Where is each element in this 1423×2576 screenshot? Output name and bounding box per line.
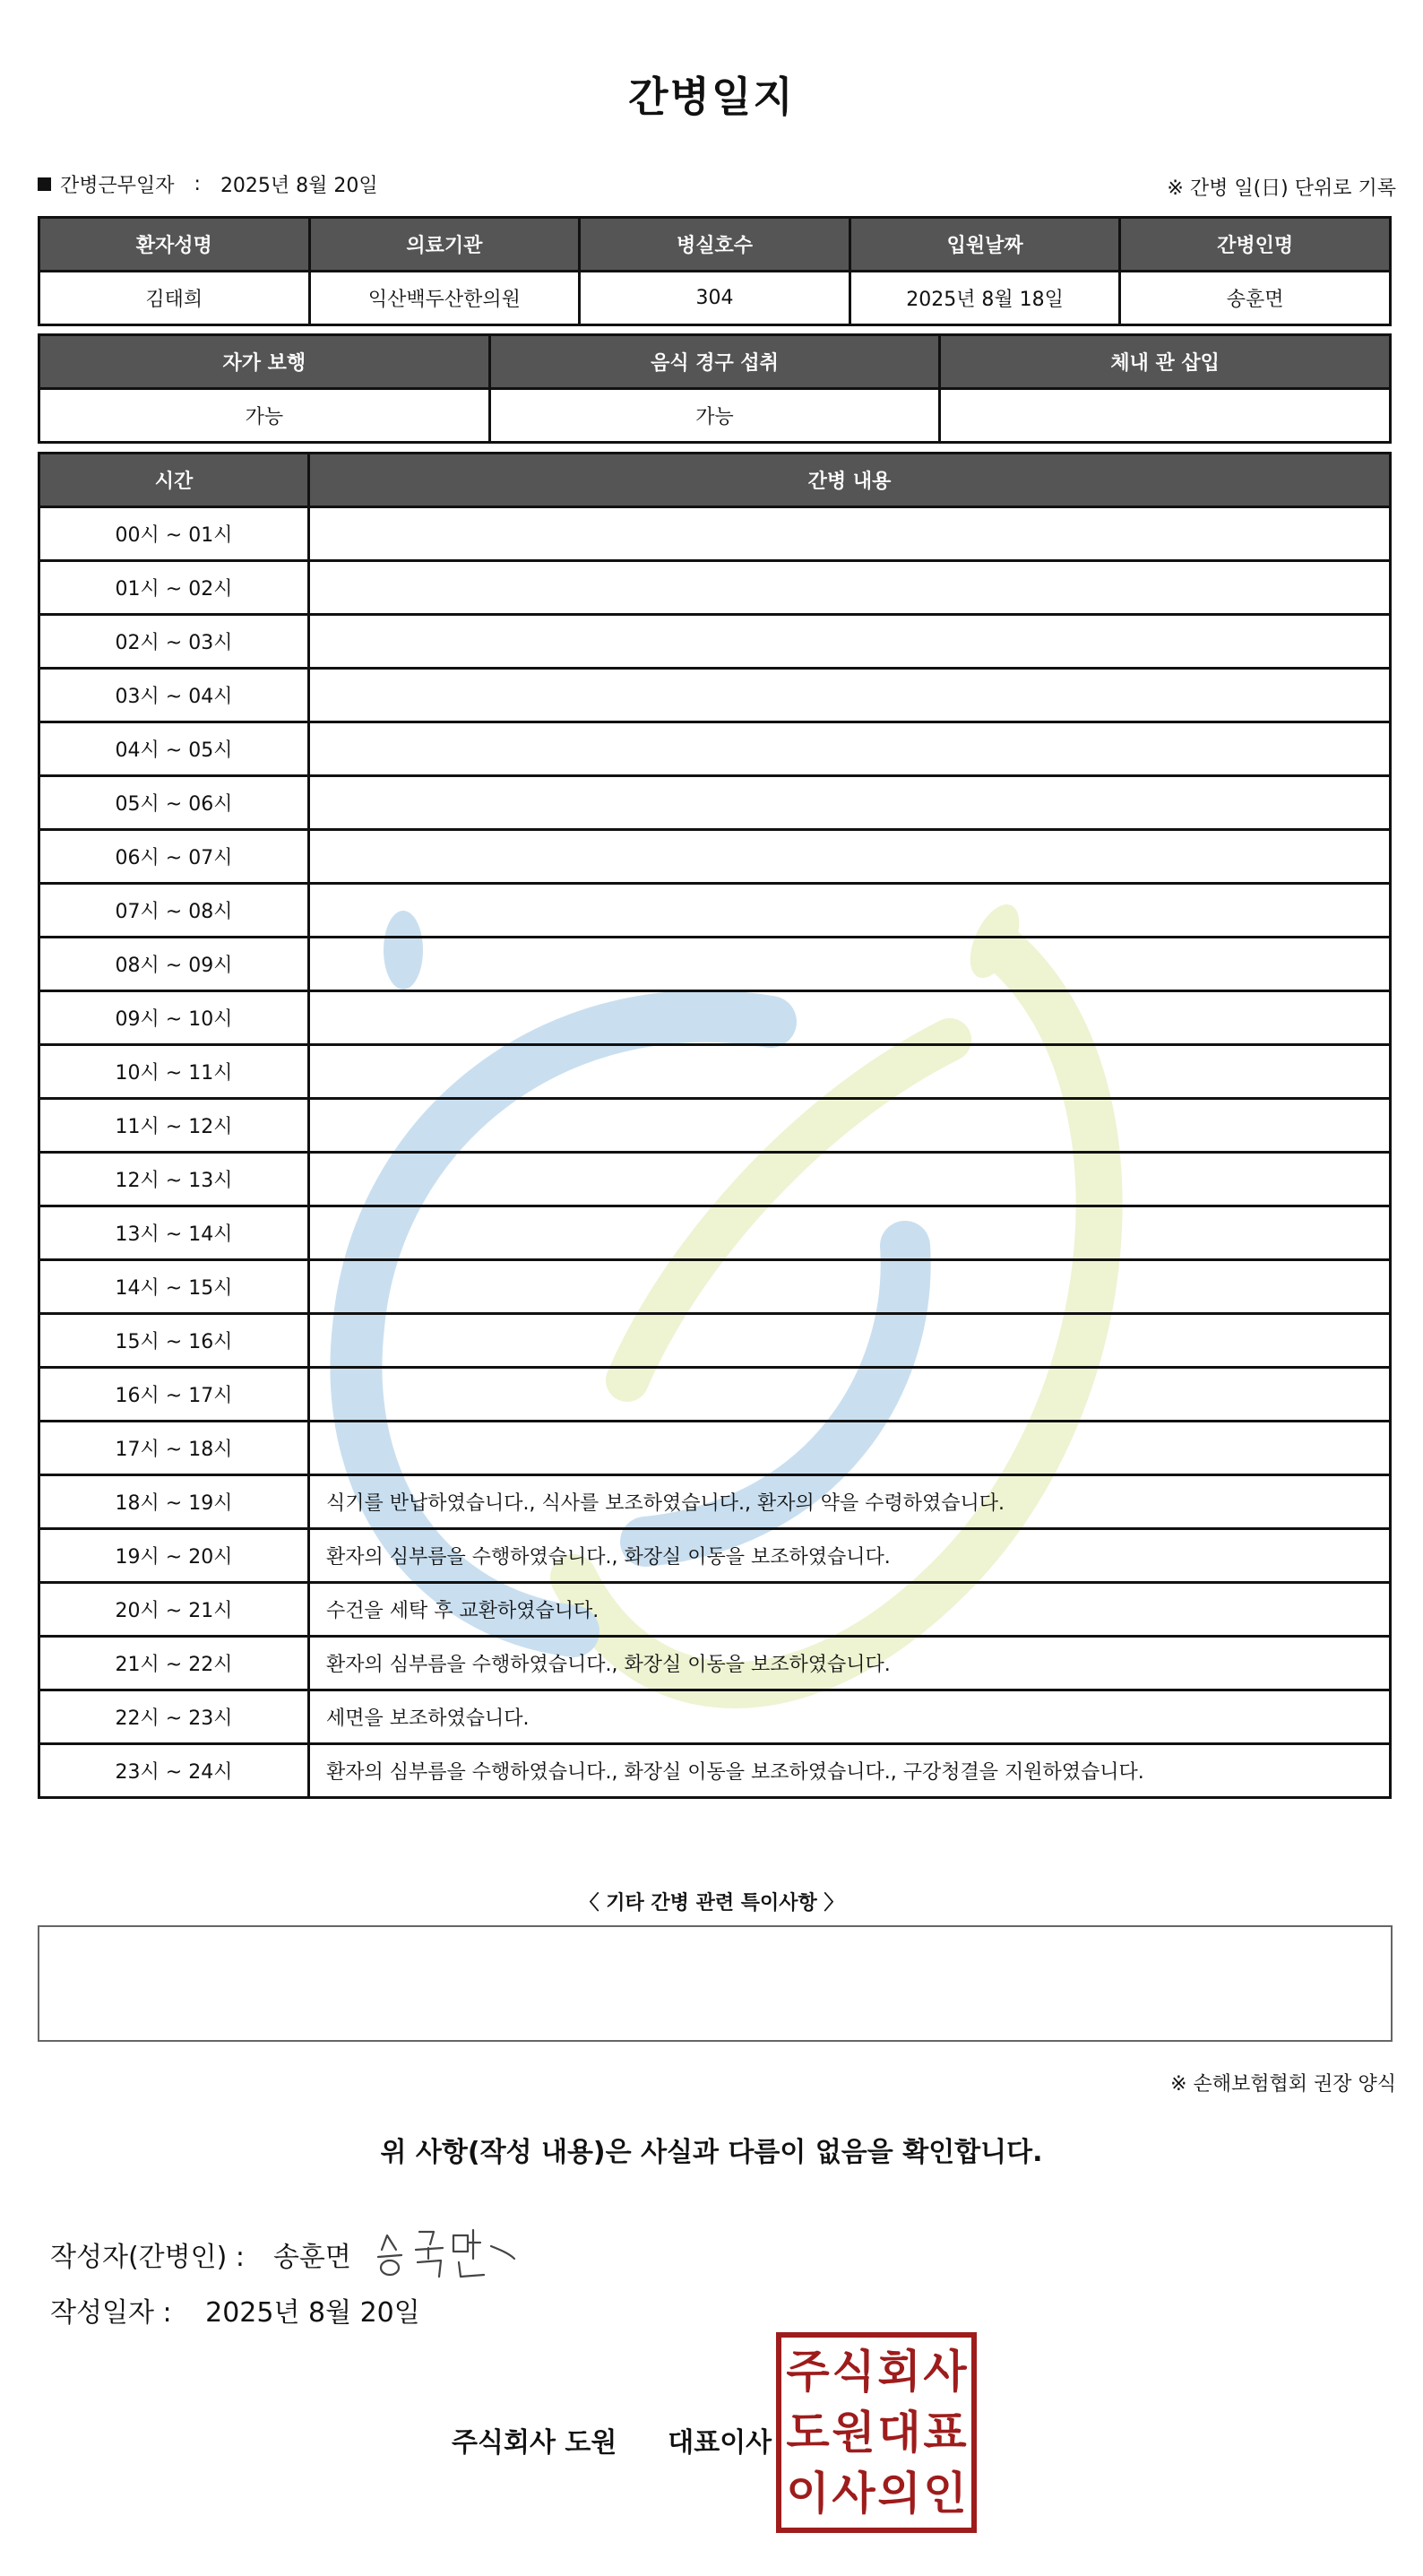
log-time-cell: 00시 ~ 01시 [39,507,309,561]
log-row [39,1099,1391,1153]
log-row [39,507,1391,561]
admission-date-value: 2025년 8월 18일 [849,272,1120,325]
header-oral-intake: 음식 경구 섭취 [489,335,940,389]
log-row [39,776,1391,830]
patient-status-table [38,333,1392,444]
log-row [39,1045,1391,1099]
log-content-cell [309,1206,1391,1260]
status-table-header-row [39,335,1391,389]
log-time-cell: 12시 ~ 13시 [39,1153,309,1206]
log-content-cell [309,1045,1391,1099]
log-row [39,615,1391,669]
log-time-cell: 10시 ~ 11시 [39,1045,309,1099]
log-row [39,669,1391,722]
log-content-cell [309,991,1391,1045]
self-walking-value: 가능 [39,389,490,443]
log-time-cell: 01시 ~ 02시 [39,561,309,615]
company-seal-stamp [776,2332,977,2533]
header-time: 시간 [39,454,309,507]
work-date-line [38,170,378,198]
log-row [39,1368,1391,1422]
log-content-cell: 세면을 보조하였습니다. [309,1690,1391,1744]
patient-name-value: 김태희 [39,272,310,325]
log-row [39,1260,1391,1314]
seal-character: 의 [877,2467,921,2520]
caregiver-name-value: 송훈면 [1120,272,1391,325]
patient-info-table [38,216,1392,326]
tube-insertion-value [940,389,1391,443]
work-date-colon: : [194,173,201,195]
association-note: ※ 손해보험협회 권장 양식 [1170,2073,1396,2096]
patient-table-header-row [39,218,1391,272]
log-content-cell [309,1314,1391,1368]
written-date-line [50,2290,420,2330]
log-row [39,1744,1391,1798]
log-content-cell [309,615,1391,669]
log-row [39,1690,1391,1744]
log-row [39,722,1391,776]
log-content-cell [309,1153,1391,1206]
log-table-header-row [39,454,1391,507]
log-time-cell: 15시 ~ 16시 [39,1314,309,1368]
patient-table-value-row [39,272,1391,325]
seal-character: 대 [877,2406,921,2459]
log-time-cell: 03시 ~ 04시 [39,669,309,722]
seal-character: 이 [786,2467,830,2520]
log-row [39,1314,1391,1368]
header-room-number: 병실호수 [580,218,850,272]
log-content-cell [309,507,1391,561]
log-content-cell [309,561,1391,615]
record-unit-note: ※ 간병 일(日) 단위로 기록 [1167,177,1396,200]
company-name: 주식회사 도원 [452,2427,617,2459]
log-row [39,1583,1391,1637]
room-number-value: 304 [580,272,850,325]
header-caregiver-name: 간병인명 [1120,218,1391,272]
writer-label: 작성자(간병인) : [50,2242,245,2273]
log-row [39,991,1391,1045]
header-self-walking: 자가 보행 [39,335,490,389]
log-time-cell: 16시 ~ 17시 [39,1368,309,1422]
company-line [452,2420,772,2459]
seal-character: 회 [877,2345,921,2398]
log-row [39,1475,1391,1529]
log-time-cell: 21시 ~ 22시 [39,1637,309,1690]
log-row [39,1422,1391,1475]
header-care-content: 간병 내용 [309,454,1391,507]
header-admission-date: 입원날짜 [849,218,1120,272]
log-time-cell: 13시 ~ 14시 [39,1206,309,1260]
log-time-cell: 06시 ~ 07시 [39,830,309,884]
log-time-cell: 20시 ~ 21시 [39,1583,309,1637]
log-time-cell: 23시 ~ 24시 [39,1744,309,1798]
log-content-cell: 수건을 세탁 후 교환하였습니다. [309,1583,1391,1637]
log-content-cell [309,1260,1391,1314]
log-row [39,884,1391,938]
header-patient-name: 환자성명 [39,218,310,272]
log-content-cell [309,1422,1391,1475]
log-table-body [39,507,1391,1798]
log-row [39,830,1391,884]
log-content-cell [309,722,1391,776]
status-table-value-row [39,389,1391,443]
log-row [39,1206,1391,1260]
work-date-label: 간병근무일자 [60,175,175,197]
log-time-cell: 08시 ~ 09시 [39,938,309,991]
seal-character: 사 [832,2467,875,2520]
log-time-cell: 04시 ~ 05시 [39,722,309,776]
log-time-cell: 14시 ~ 15시 [39,1260,309,1314]
log-time-cell: 09시 ~ 10시 [39,991,309,1045]
log-row [39,1153,1391,1206]
written-date-value: 2025년 8월 20일 [205,2297,420,2329]
confirmation-statement: 위 사항(작성 내용)은 사실과 다름이 없음을 확인합니다. [380,2137,1043,2168]
log-content-cell [309,830,1391,884]
header-tube-insertion: 체내 관 삽입 [940,335,1391,389]
oral-intake-value: 가능 [489,389,940,443]
log-row [39,938,1391,991]
log-time-cell: 02시 ~ 03시 [39,615,309,669]
log-time-cell: 05시 ~ 06시 [39,776,309,830]
log-content-cell: 환자의 심부름을 수행하였습니다., 화장실 이동을 보조하였습니다. [309,1529,1391,1583]
seal-character: 표 [923,2406,967,2459]
log-content-cell [309,776,1391,830]
log-content-cell [309,1099,1391,1153]
seal-character: 원 [832,2406,875,2459]
writer-line [50,2223,518,2286]
handwritten-signature [375,2223,518,2286]
seal-character: 인 [923,2467,967,2520]
log-time-cell: 22시 ~ 23시 [39,1690,309,1744]
writer-name: 송훈면 [272,2242,351,2273]
written-date-label: 작성일자 : [50,2297,172,2329]
log-content-cell: 식기를 반납하였습니다., 식사를 보조하였습니다., 환자의 약을 수령하였습니다. [309,1475,1391,1529]
log-content-cell [309,884,1391,938]
log-content-cell [309,669,1391,722]
log-time-cell: 18시 ~ 19시 [39,1475,309,1529]
representative-title: 대표이사 [668,2427,772,2459]
special-notes-box [38,1925,1393,2042]
log-content-cell: 환자의 심부름을 수행하였습니다., 화장실 이동을 보조하였습니다., 구강청결을 지원하였습니다. [309,1744,1391,1798]
work-date-value: 2025년 8월 20일 [220,175,378,197]
seal-character: 주 [786,2345,830,2398]
log-time-cell: 11시 ~ 12시 [39,1099,309,1153]
header-medical-institution: 의료기관 [309,218,580,272]
square-bullet-icon [38,177,51,191]
log-content-cell [309,938,1391,991]
seal-character: 도 [786,2406,830,2459]
document-title: 간병일지 [628,73,795,121]
log-row [39,561,1391,615]
seal-character: 식 [832,2345,875,2398]
log-time-cell: 19시 ~ 20시 [39,1529,309,1583]
special-notes-label: 〈 기타 간병 관련 특이사항 〉 [579,1892,844,1915]
seal-character: 사 [923,2345,967,2398]
care-log-table [38,452,1392,1799]
log-content-cell: 환자의 심부름을 수행하였습니다., 화장실 이동을 보조하였습니다. [309,1637,1391,1690]
log-time-cell: 07시 ~ 08시 [39,884,309,938]
medical-institution-value: 익산백두산한의원 [309,272,580,325]
log-content-cell [309,1368,1391,1422]
log-row [39,1529,1391,1583]
log-row [39,1637,1391,1690]
log-time-cell: 17시 ~ 18시 [39,1422,309,1475]
